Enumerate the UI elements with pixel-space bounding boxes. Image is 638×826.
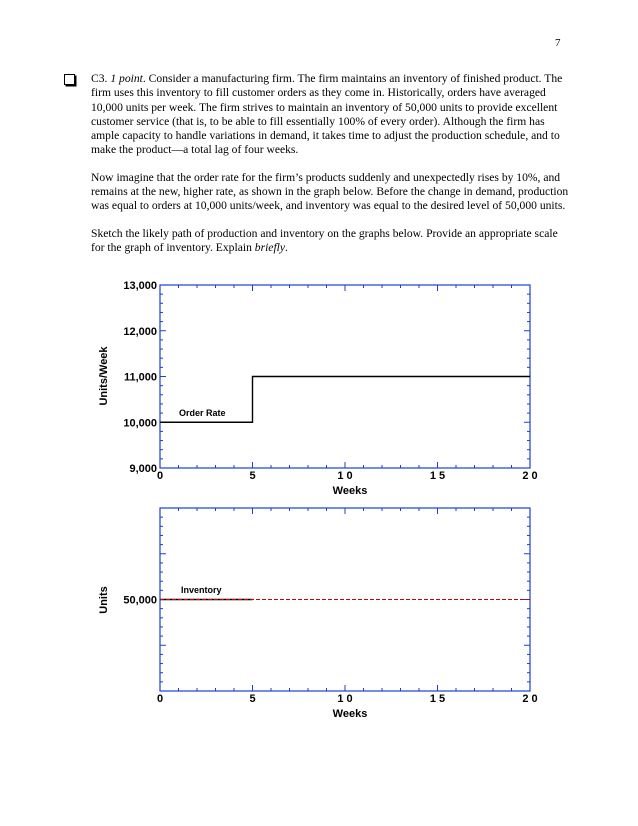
x-axis-title: Weeks xyxy=(332,708,368,720)
x-tick-label: 2 0 xyxy=(522,470,538,482)
question-id: C3. xyxy=(91,72,108,85)
x-tick-label: 2 0 xyxy=(522,693,538,705)
question-paragraph-2: Now imagine that the order rate for the firm’s products suddenly and unexpectedly rises by 10%, and remains at the new, higher rate, as shown in the graph below. Before the change in demand, production was equal to orders at 10,000 units/week, and inventory was equal to the desired level of 50,000 units. xyxy=(91,170,569,213)
instruction-emphasis: briefly xyxy=(254,240,286,254)
x-tick-label: 5 xyxy=(249,470,256,482)
y-tick-label: 12,000 xyxy=(123,325,157,338)
x-tick-label: 1 0 xyxy=(337,693,353,705)
x-tick-label: 5 xyxy=(249,693,256,705)
y-tick-label: 9,000 xyxy=(129,463,157,475)
y-tick-label: 10,000 xyxy=(123,417,157,430)
x-tick-label: 1 0 xyxy=(337,470,353,482)
y-tick-label: 50,000 xyxy=(123,594,157,607)
y-axis-title: Units xyxy=(98,586,110,614)
x-tick-label: 0 xyxy=(156,470,164,482)
x-tick-label: 0 xyxy=(156,693,164,705)
y-axis-title: Units/Week xyxy=(98,346,110,406)
question-points: 1 point xyxy=(110,72,143,85)
instruction-text: Sketch the likely path of production and inventory on the graphs below. Provide an appropriate scale for the graph of inventory. Explain xyxy=(91,226,558,254)
y-tick-label: 11,000 xyxy=(123,371,157,384)
y-tick-label: 13,000 xyxy=(123,280,157,292)
question-intro: . Consider a manufacturing firm. The firm maintains an inventory of finished product. The firm uses this inventory to fill customer orders as they come in. Historically, orders have averaged 10,000 units per week. The firm strives to maintain an inventory of 50,000 units to provide excellent customer service (that is, to be able to fill essentially 100% of every order). Although the firm has ample capacity to handle variations in demand, it takes time to adjust the production schedule, and to make the product—a total lag of four weeks. xyxy=(91,72,563,157)
x-tick-label: 1 5 xyxy=(429,693,446,705)
page-number: 7 xyxy=(555,37,561,49)
series-label-order-rate: Order Rate xyxy=(179,408,226,418)
x-axis-title: Weeks xyxy=(332,485,368,497)
series-label-inventory: Inventory xyxy=(181,585,222,595)
instruction-end: . xyxy=(285,240,288,254)
x-tick-label: 1 5 xyxy=(429,470,446,482)
